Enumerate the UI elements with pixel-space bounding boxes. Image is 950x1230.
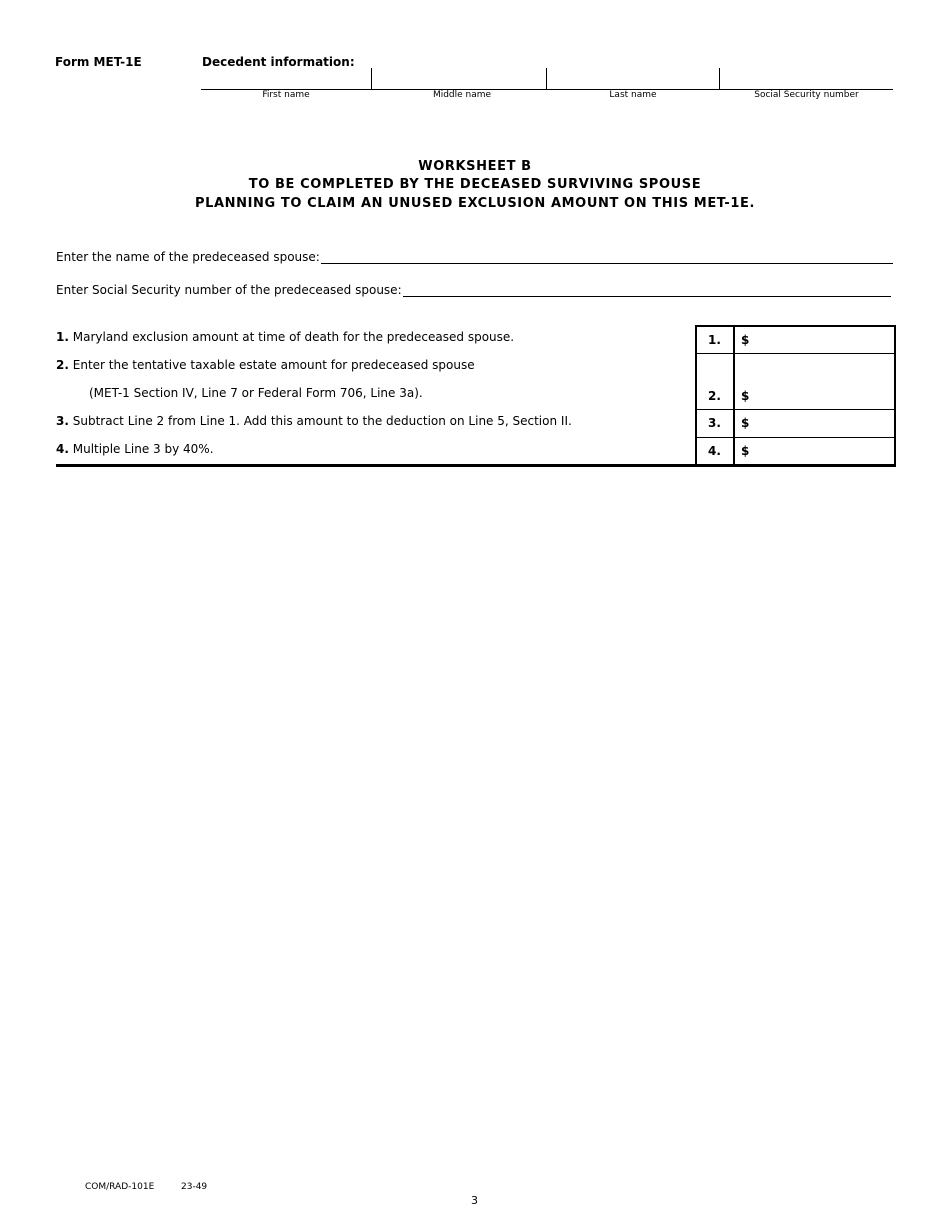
row-divider [695,409,894,410]
ssn-field[interactable] [720,66,893,89]
line-desc: Multiple Line 3 by 40%. [72,442,214,456]
decedent-label: Decedent information: [202,55,355,69]
line-number: 4. [56,442,69,456]
row-divider [695,353,894,354]
last-name-label: Last name [609,90,657,100]
worksheet-subtitle-2: PLANNING TO CLAIM AN UNUSED EXCLUSION AMOUNT ON THIS MET-1E. [194,196,756,211]
line-2-text [56,358,475,372]
first-name-label: First name [262,90,310,100]
line-number: 1. [56,330,69,344]
line-desc: Enter the tentative taxable estate amount for predeceased spouse [72,358,475,372]
row-divider [695,437,894,438]
line-desc: Subtract Line 2 from Line 1. Add this amount to the deduction on Line 5, Section II. [72,414,572,428]
worksheet-subtitle: TO BE COMPLETED BY THE DECEASED SURVIVING SPOUSE [248,177,702,192]
line-3-text [56,414,572,428]
line-number: 3. [56,414,69,428]
box-divider [733,326,735,466]
box-num-1: 1. [708,333,721,347]
first-name-field[interactable] [201,66,371,89]
line-number: 2. [56,358,69,372]
amount-field-3[interactable]: $ [741,416,750,430]
box-num-2: 2. [708,389,721,403]
worksheet-title: WORKSHEET B [418,159,532,174]
line-2-text-cont: (MET-1 Section IV, Line 7 or Federal Form 706, Line 3a). [89,386,423,400]
predeceased-ssn-label: Enter Social Security number of the predeceased spouse: [56,283,402,297]
line-1-text [56,330,514,344]
predeceased-ssn-field[interactable] [56,283,891,297]
box-num-3: 3. [708,416,721,430]
middle-name-label: Middle name [432,90,492,100]
input-line[interactable] [321,251,893,264]
predeceased-name-field[interactable] [56,250,893,264]
revision: 23-49 [181,1182,208,1192]
input-line[interactable] [403,284,891,297]
amount-field-4[interactable]: $ [741,444,750,458]
amount-field-2[interactable]: $ [741,389,750,403]
bottom-rule [56,464,894,467]
line-desc: Maryland exclusion amount at time of death for the predeceased spouse. [72,330,515,344]
last-name-field[interactable] [547,66,719,89]
form-code: COM/RAD-101E [85,1182,155,1192]
line-4-text [56,442,214,456]
amount-field-1[interactable]: $ [741,333,750,347]
form-label: Form MET-1E [55,55,142,69]
box-num-4: 4. [708,444,721,458]
page-number: 3 [471,1194,478,1207]
middle-name-field[interactable] [372,66,546,89]
ssn-label: Social Security number [754,90,859,100]
predeceased-name-label: Enter the name of the predeceased spouse: [56,250,320,264]
amount-box [695,325,896,467]
